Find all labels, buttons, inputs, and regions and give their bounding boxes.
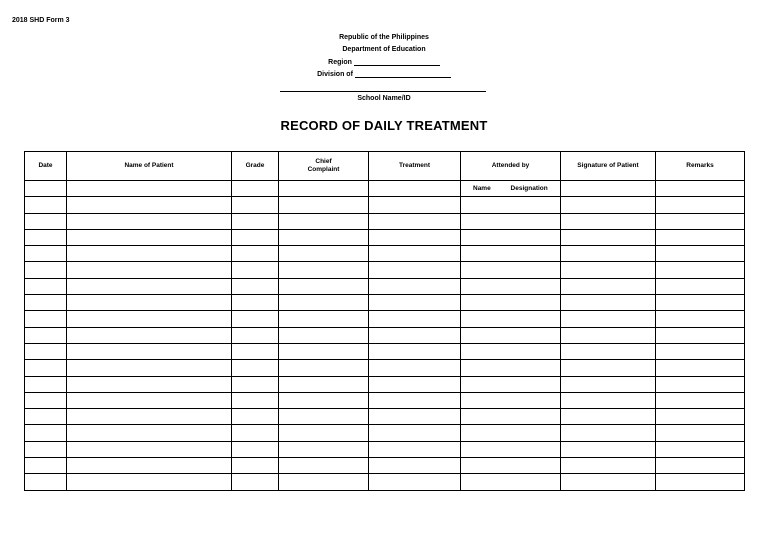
table-header-row: [25, 152, 745, 181]
cell-treatment[interactable]: [369, 376, 461, 392]
subheader-designation: Designation: [510, 185, 548, 193]
header-department: Department of Education: [342, 46, 426, 53]
cell-patient-name[interactable]: [67, 441, 232, 457]
cell-date[interactable]: [25, 441, 67, 457]
cell-patient-name[interactable]: [67, 278, 232, 294]
col-chief-complaint: [279, 152, 369, 181]
cell-signature[interactable]: [561, 458, 656, 474]
cell-remarks[interactable]: [656, 360, 745, 376]
cell-signature[interactable]: [561, 311, 656, 327]
cell-attended-by[interactable]: [461, 229, 561, 245]
cell-grade[interactable]: [232, 343, 279, 359]
cell-grade[interactable]: [232, 409, 279, 425]
cell-attended-by[interactable]: [461, 278, 561, 294]
cell-treatment[interactable]: [369, 425, 461, 441]
cell-chief-complaint[interactable]: [279, 343, 369, 359]
cell-chief-complaint[interactable]: [279, 278, 369, 294]
cell-date[interactable]: [25, 262, 67, 278]
cell-chief-complaint[interactable]: [279, 474, 369, 490]
cell-treatment[interactable]: [369, 441, 461, 457]
page-title: RECORD OF DAILY TREATMENT: [280, 118, 488, 133]
subheader-name: Name: [473, 185, 491, 193]
cell-patient-name[interactable]: [67, 409, 232, 425]
cell-remarks[interactable]: [656, 278, 745, 294]
cell-date[interactable]: [25, 474, 67, 490]
cell-signature[interactable]: [561, 246, 656, 262]
cell-date[interactable]: [25, 409, 67, 425]
cell-remarks[interactable]: [656, 409, 745, 425]
cell-chief-complaint[interactable]: [279, 181, 369, 197]
table-row: [25, 262, 745, 278]
cell-remarks[interactable]: [656, 229, 745, 245]
region-field: [0, 58, 768, 66]
table-row: [25, 295, 745, 311]
cell-signature[interactable]: [561, 343, 656, 359]
cell-grade[interactable]: [232, 262, 279, 278]
cell-patient-name[interactable]: [67, 262, 232, 278]
col-signature: Signature of Patient: [561, 152, 656, 181]
table-row: [25, 327, 745, 343]
form-code: 2018 SHD Form 3: [12, 17, 70, 24]
cell-remarks[interactable]: [656, 246, 745, 262]
cell-signature[interactable]: [561, 474, 656, 490]
cell-patient-name[interactable]: [67, 181, 232, 197]
cell-patient-name[interactable]: [67, 425, 232, 441]
cell-signature[interactable]: [561, 360, 656, 376]
cell-attended-by[interactable]: [461, 474, 561, 490]
division-label: Division of: [317, 71, 353, 78]
table-row: [25, 360, 745, 376]
cell-grade[interactable]: [232, 295, 279, 311]
cell-remarks[interactable]: [656, 441, 745, 457]
cell-attended-by[interactable]: [461, 197, 561, 213]
region-blank: [354, 58, 440, 66]
cell-date[interactable]: [25, 229, 67, 245]
cell-grade[interactable]: [232, 327, 279, 343]
cell-grade[interactable]: [232, 181, 279, 197]
cell-patient-name[interactable]: [67, 458, 232, 474]
cell-date[interactable]: [25, 376, 67, 392]
cell-remarks[interactable]: [656, 197, 745, 213]
cell-signature[interactable]: [561, 197, 656, 213]
col-treatment: Treatment: [369, 152, 461, 181]
cell-chief-complaint[interactable]: [279, 311, 369, 327]
table-row: [25, 213, 745, 229]
cell-attended-by[interactable]: [461, 295, 561, 311]
cell-date[interactable]: [25, 197, 67, 213]
cell-treatment[interactable]: [369, 295, 461, 311]
cell-attended-by[interactable]: [461, 409, 561, 425]
cell-attended-by[interactable]: [461, 343, 561, 359]
cell-treatment[interactable]: [369, 343, 461, 359]
table-body: [25, 181, 745, 491]
cell-treatment[interactable]: [369, 458, 461, 474]
cell-remarks[interactable]: [656, 327, 745, 343]
cell-remarks[interactable]: [656, 262, 745, 278]
division-field: [0, 70, 768, 78]
cell-remarks[interactable]: [656, 181, 745, 197]
school-blank: [280, 91, 486, 92]
cell-treatment[interactable]: [369, 360, 461, 376]
cell-date[interactable]: [25, 343, 67, 359]
region-label: Region: [328, 59, 352, 66]
cell-attended-by[interactable]: [461, 262, 561, 278]
cell-signature[interactable]: [561, 441, 656, 457]
cell-date[interactable]: [25, 181, 67, 197]
cell-attended-by[interactable]: [461, 360, 561, 376]
treatment-table: [24, 151, 745, 491]
table-row: [25, 409, 745, 425]
cell-chief-complaint[interactable]: [279, 441, 369, 457]
cell-signature[interactable]: [561, 213, 656, 229]
cell-chief-complaint[interactable]: [279, 425, 369, 441]
cell-patient-name[interactable]: [67, 197, 232, 213]
cell-treatment[interactable]: [369, 327, 461, 343]
cell-grade[interactable]: [232, 311, 279, 327]
table-row: [25, 474, 745, 490]
cell-patient-name[interactable]: [67, 392, 232, 408]
cell-treatment[interactable]: [369, 278, 461, 294]
cell-signature[interactable]: [561, 425, 656, 441]
cell-grade[interactable]: [232, 441, 279, 457]
cell-patient-name[interactable]: [67, 246, 232, 262]
cell-attended-by[interactable]: [461, 327, 561, 343]
cell-patient-name[interactable]: [67, 295, 232, 311]
school-label: School Name/ID: [357, 95, 411, 102]
cell-chief-complaint[interactable]: [279, 409, 369, 425]
cell-grade[interactable]: [232, 246, 279, 262]
cell-date[interactable]: [25, 295, 67, 311]
cell-treatment[interactable]: [369, 409, 461, 425]
table-row: [25, 197, 745, 213]
cell-treatment[interactable]: [369, 392, 461, 408]
col-attended-by: Attended by: [461, 152, 561, 181]
col-patient-name: Name of Patient: [67, 152, 232, 181]
cell-remarks[interactable]: [656, 392, 745, 408]
cell-patient-name[interactable]: [67, 229, 232, 245]
cell-patient-name[interactable]: [67, 311, 232, 327]
cell-date[interactable]: [25, 213, 67, 229]
division-blank: [355, 70, 451, 78]
cell-patient-name[interactable]: [67, 360, 232, 376]
cell-signature[interactable]: [561, 409, 656, 425]
cell-treatment[interactable]: [369, 246, 461, 262]
cell-remarks[interactable]: [656, 425, 745, 441]
cell-treatment[interactable]: [369, 181, 461, 197]
cell-grade[interactable]: [232, 278, 279, 294]
cell-signature[interactable]: [561, 262, 656, 278]
cell-signature[interactable]: [561, 295, 656, 311]
cell-grade[interactable]: [232, 474, 279, 490]
cell-chief-complaint[interactable]: [279, 197, 369, 213]
cell-treatment[interactable]: [369, 229, 461, 245]
cell-signature[interactable]: [561, 327, 656, 343]
cell-patient-name[interactable]: [67, 343, 232, 359]
cell-treatment[interactable]: [369, 311, 461, 327]
cell-treatment[interactable]: [369, 197, 461, 213]
cell-chief-complaint[interactable]: [279, 376, 369, 392]
cell-grade[interactable]: [232, 458, 279, 474]
cell-attended-by[interactable]: [461, 311, 561, 327]
cell-remarks[interactable]: [656, 311, 745, 327]
cell-signature[interactable]: [561, 392, 656, 408]
cell-date[interactable]: [25, 425, 67, 441]
cell-remarks[interactable]: [656, 376, 745, 392]
cell-chief-complaint[interactable]: [279, 262, 369, 278]
cell-signature[interactable]: [561, 181, 656, 197]
cell-date[interactable]: [25, 327, 67, 343]
table-row: [25, 246, 745, 262]
table-row: [25, 458, 745, 474]
cell-grade[interactable]: [232, 213, 279, 229]
table-row: [25, 425, 745, 441]
cell-patient-name[interactable]: [67, 327, 232, 343]
cell-signature[interactable]: [561, 376, 656, 392]
cell-attended-by[interactable]: [461, 392, 561, 408]
cell-chief-complaint[interactable]: [279, 327, 369, 343]
cell-chief-complaint[interactable]: [279, 458, 369, 474]
cell-date[interactable]: [25, 311, 67, 327]
cell-remarks[interactable]: [656, 295, 745, 311]
cell-remarks[interactable]: [656, 213, 745, 229]
complaint-label: Complaint: [307, 166, 340, 173]
cell-date[interactable]: [25, 246, 67, 262]
table-row: [25, 392, 745, 408]
cell-chief-complaint[interactable]: [279, 295, 369, 311]
cell-treatment[interactable]: [369, 213, 461, 229]
cell-attended-by[interactable]: [461, 213, 561, 229]
col-date: Date: [25, 152, 67, 181]
col-remarks: Remarks: [656, 152, 745, 181]
cell-chief-complaint[interactable]: [279, 360, 369, 376]
header-country: Republic of the Philippines: [339, 34, 429, 41]
table-row: [25, 229, 745, 245]
cell-remarks[interactable]: [656, 458, 745, 474]
cell-attended-by[interactable]: [461, 376, 561, 392]
table-row: [25, 311, 745, 327]
table-row: [25, 343, 745, 359]
cell-date[interactable]: [25, 392, 67, 408]
table-row: [25, 181, 745, 197]
cell-patient-name[interactable]: [67, 376, 232, 392]
table-row: [25, 441, 745, 457]
cell-date[interactable]: [25, 360, 67, 376]
table-row: [25, 278, 745, 294]
cell-grade[interactable]: [232, 392, 279, 408]
cell-date[interactable]: [25, 458, 67, 474]
cell-grade[interactable]: [232, 360, 279, 376]
cell-signature[interactable]: [561, 278, 656, 294]
cell-remarks[interactable]: [656, 474, 745, 490]
cell-chief-complaint[interactable]: [279, 229, 369, 245]
cell-chief-complaint[interactable]: [279, 213, 369, 229]
cell-chief-complaint[interactable]: [279, 392, 369, 408]
cell-grade[interactable]: [232, 197, 279, 213]
cell-grade[interactable]: [232, 425, 279, 441]
cell-treatment[interactable]: [369, 262, 461, 278]
table-row: [25, 376, 745, 392]
attended-subheader: [461, 181, 561, 197]
cell-attended-by[interactable]: [461, 458, 561, 474]
cell-signature[interactable]: [561, 229, 656, 245]
cell-grade[interactable]: [232, 376, 279, 392]
cell-date[interactable]: [25, 278, 67, 294]
col-grade: Grade: [232, 152, 279, 181]
cell-attended-by[interactable]: [461, 246, 561, 262]
cell-remarks[interactable]: [656, 343, 745, 359]
cell-patient-name[interactable]: [67, 474, 232, 490]
cell-grade[interactable]: [232, 229, 279, 245]
chief-label: Chief: [315, 158, 332, 165]
cell-attended-by[interactable]: [461, 441, 561, 457]
cell-patient-name[interactable]: [67, 213, 232, 229]
cell-treatment[interactable]: [369, 474, 461, 490]
cell-attended-by[interactable]: [461, 425, 561, 441]
cell-chief-complaint[interactable]: [279, 246, 369, 262]
